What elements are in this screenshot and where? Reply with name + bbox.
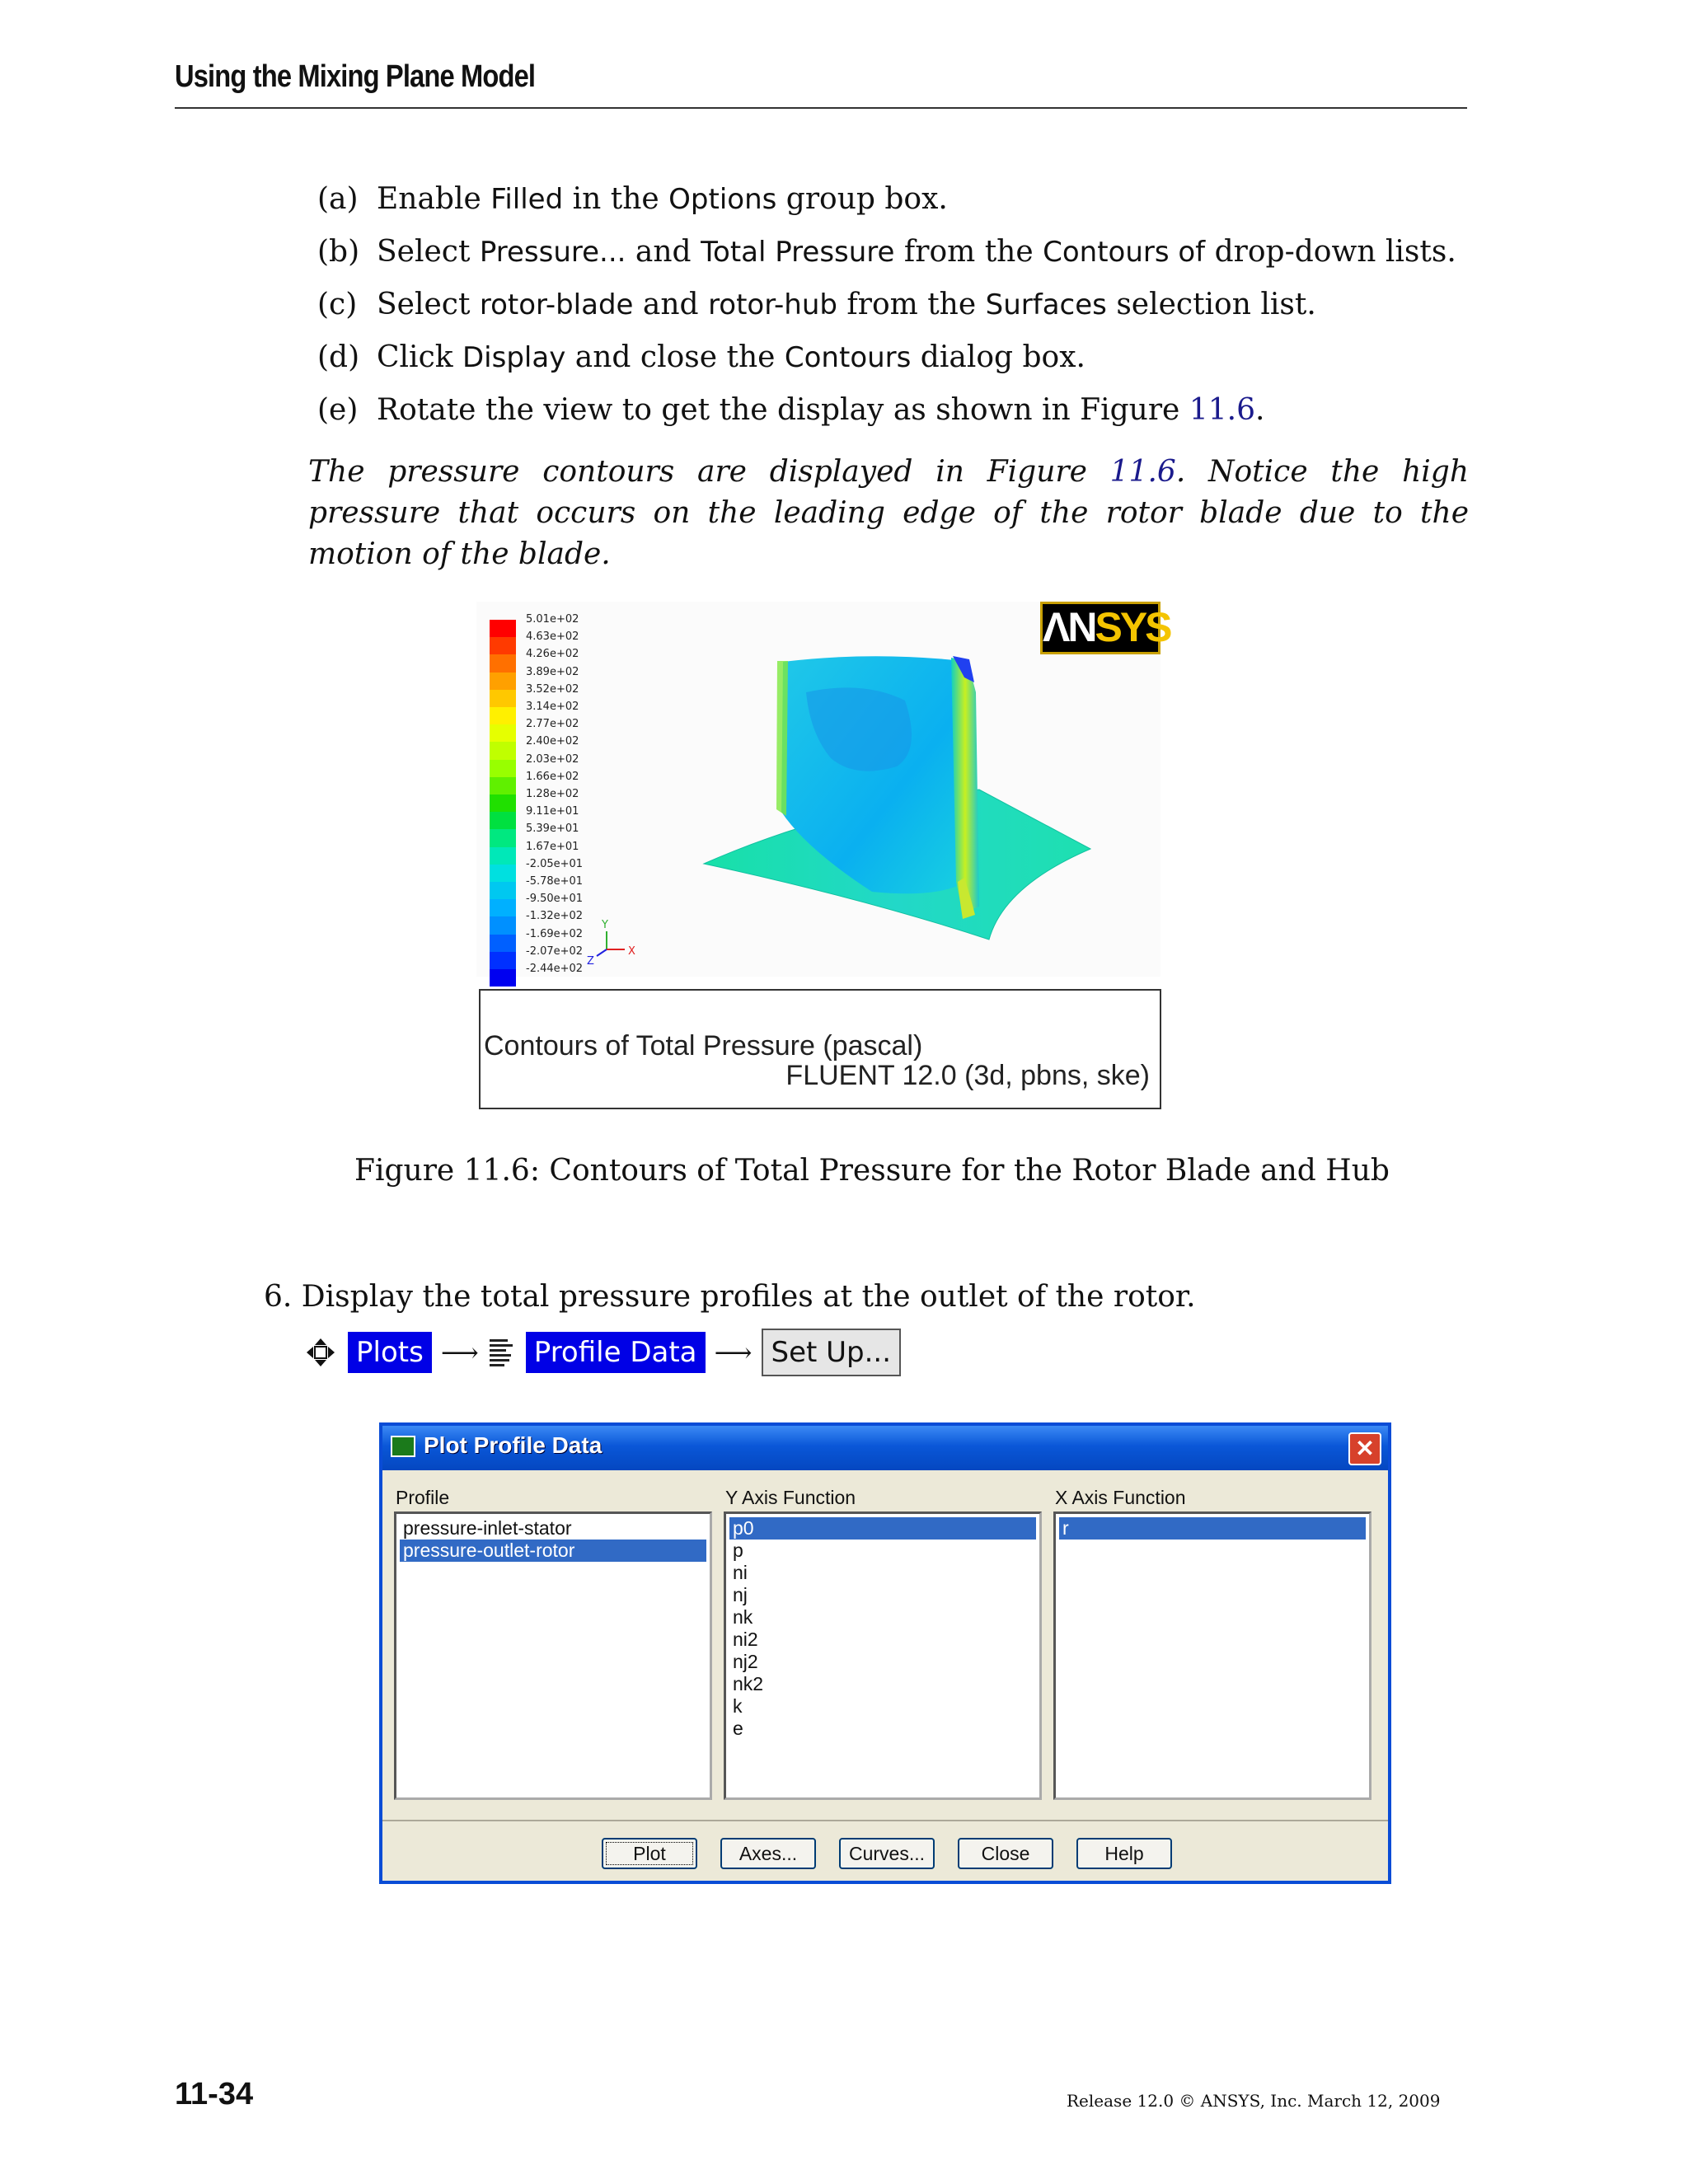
ui-term: Contours (784, 341, 912, 374)
axis-y-label: Y (602, 919, 608, 931)
step-text: Select (377, 288, 480, 321)
help-button[interactable]: Help (1076, 1838, 1172, 1869)
step-text: from the (894, 235, 1043, 269)
colorbar-label: 3.14e+02 (526, 701, 579, 713)
step-b (317, 234, 1456, 270)
figure-link[interactable]: 11.6 (1189, 393, 1255, 427)
dialog-separator (382, 1820, 1388, 1821)
list-item[interactable]: k (733, 1695, 743, 1717)
ui-term: Surfaces (985, 288, 1107, 321)
step-a (317, 181, 948, 218)
colorbar-label: -2.05e+01 (526, 857, 584, 870)
y-axis-function-list[interactable] (724, 1511, 1042, 1800)
contour-figure (476, 602, 1170, 977)
axes-button[interactable]: Axes... (720, 1838, 816, 1869)
step-label: (d) (317, 340, 360, 374)
menu-path (305, 1329, 901, 1373)
step-text: and (626, 235, 701, 269)
trailing-edge (776, 661, 788, 816)
note-text: The pressure contours are displayed in Figure (308, 455, 1110, 489)
curves-button[interactable]: Curves... (839, 1838, 935, 1869)
step-label: (a) (317, 182, 359, 216)
x-axis-function-list[interactable] (1053, 1511, 1372, 1800)
arrow-glyph: ⟶ (714, 1337, 753, 1368)
footer-release: Release 12.0 © ANSYS, Inc. March 12, 2009 (1067, 2091, 1441, 2111)
colorbar-label: -1.69e+02 (526, 927, 584, 940)
step-6: 6. Display the total pressure profiles at the outlet of the rotor. (264, 1280, 1196, 1314)
list-item[interactable]: ni (733, 1562, 748, 1583)
note-paragraph (308, 452, 1469, 575)
figure-caption: Figure 11.6: Contours of Total Pressure for the Rotor Blade and Hub (354, 1154, 1390, 1188)
note-text: . Notice the high pressure that occurs on the leading edge of the rotor blade due to the motion of the blade. (308, 455, 1470, 571)
profile-data-icon (488, 1336, 516, 1369)
ui-term: Total Pressure (701, 236, 895, 269)
step-label: (b) (317, 235, 360, 269)
menu-plots[interactable]: Plots (348, 1332, 432, 1373)
step-label: (e) (317, 393, 359, 427)
ui-term: rotor-blade (479, 288, 634, 321)
logo-text: SYS (1095, 604, 1170, 650)
step-text: in the (563, 182, 669, 216)
step-label: (c) (317, 288, 358, 321)
colorbar-label: 1.66e+02 (526, 770, 579, 783)
axis-z-label: Z (587, 955, 594, 968)
colorbar-label: -9.50e+01 (526, 893, 584, 906)
page-header-title: Using the Mixing Plane Model (175, 59, 536, 94)
caption-line-1: Contours of Total Pressure (pascal) (484, 1030, 923, 1062)
step-text: Select (377, 235, 480, 269)
figure-caption-box (479, 989, 1161, 1109)
colorbar-label: 1.67e+01 (526, 840, 579, 853)
ui-term: Filled (490, 183, 564, 216)
list-item[interactable]: nj (733, 1584, 748, 1605)
colorbar-label: 4.63e+02 (526, 630, 579, 644)
colorbar-label: -1.32e+02 (526, 910, 584, 923)
colorbar-label: 5.39e+01 (526, 823, 579, 836)
step-c (317, 287, 1316, 323)
step-e (317, 392, 1264, 429)
step-text: and (633, 288, 709, 321)
plot-profile-data-dialog (379, 1422, 1391, 1884)
x-axis-label: X Axis Function (1055, 1487, 1186, 1508)
list-item[interactable]: nj2 (733, 1651, 758, 1672)
figure-link[interactable]: 11.6 (1109, 455, 1176, 489)
colorbar-label: 9.11e+01 (526, 805, 579, 818)
list-item[interactable]: pressure-inlet-stator (403, 1517, 572, 1539)
colorbar-label: 2.03e+02 (526, 752, 579, 766)
caption-line-2: FLUENT 12.0 (3d, pbns, ske) (785, 1060, 1150, 1091)
colorbar-label: -2.07e+02 (526, 944, 584, 958)
ui-term: Options (668, 183, 777, 216)
colorbar-label: 4.26e+02 (526, 648, 579, 661)
close-button[interactable]: Close (958, 1838, 1053, 1869)
app-icon (391, 1436, 415, 1457)
close-icon[interactable]: ✕ (1348, 1432, 1381, 1465)
list-item-selected[interactable]: p0 (729, 1517, 1036, 1540)
list-item[interactable]: p (733, 1540, 743, 1561)
list-item[interactable]: nk2 (733, 1673, 764, 1694)
step-d (317, 340, 1085, 376)
list-item-selected[interactable]: r (1059, 1517, 1366, 1540)
navigate-icon (305, 1337, 336, 1368)
list-item[interactable]: e (733, 1718, 743, 1739)
set-up-button[interactable]: Set Up... (762, 1329, 902, 1376)
step-text: from the (837, 288, 986, 321)
list-item[interactable]: nk (733, 1606, 753, 1628)
colorbar-label: 2.40e+02 (526, 735, 579, 748)
menu-profile-data[interactable]: Profile Data (526, 1332, 706, 1373)
dialog-title: Plot Profile Data (424, 1432, 603, 1458)
ui-term: rotor-hub (708, 288, 837, 321)
list-item[interactable]: ni2 (733, 1629, 758, 1650)
page-number: 11-34 (175, 2077, 254, 2111)
arrow-glyph: ⟶ (440, 1337, 479, 1368)
colorbar-label: -2.44e+02 (526, 963, 584, 975)
step-text: . (1254, 393, 1265, 427)
step-text: Rotate the view to get the display as shown in Figure (377, 393, 1189, 427)
step-text: Enable (377, 182, 491, 216)
colorbar-label: 3.52e+02 (526, 682, 579, 696)
ui-term: Contours of (1043, 236, 1206, 269)
ui-term: Pressure... (479, 236, 626, 269)
colorbar-label: -5.78e+01 (526, 875, 584, 888)
colorbar-label: 2.77e+02 (526, 718, 579, 731)
axis-x-label: X (628, 945, 635, 958)
profile-list[interactable] (394, 1511, 712, 1800)
step-text: dialog box. (911, 340, 1085, 374)
step-text: and close the (565, 340, 785, 374)
logo-text: ΛN (1043, 604, 1095, 650)
colorbar-label: 1.28e+02 (526, 788, 579, 800)
colorbar-label: 3.89e+02 (526, 665, 579, 678)
blade-render (476, 602, 1160, 977)
axis-z-line (597, 949, 607, 956)
profile-label: Profile (396, 1487, 450, 1508)
dialog-titlebar[interactable] (382, 1426, 1388, 1470)
list-item-selected[interactable]: pressure-outlet-rotor (400, 1540, 706, 1562)
ui-term: Display (462, 341, 566, 374)
step-text: selection list. (1106, 288, 1316, 321)
plot-button[interactable]: Plot (602, 1838, 697, 1869)
step-text: drop-down lists. (1205, 235, 1456, 269)
step-text: Click (377, 340, 462, 374)
y-axis-label: Y Axis Function (725, 1487, 856, 1508)
step-text: group box. (776, 182, 948, 216)
colorbar-label: 5.01e+02 (526, 613, 579, 626)
header-rule (175, 107, 1467, 109)
